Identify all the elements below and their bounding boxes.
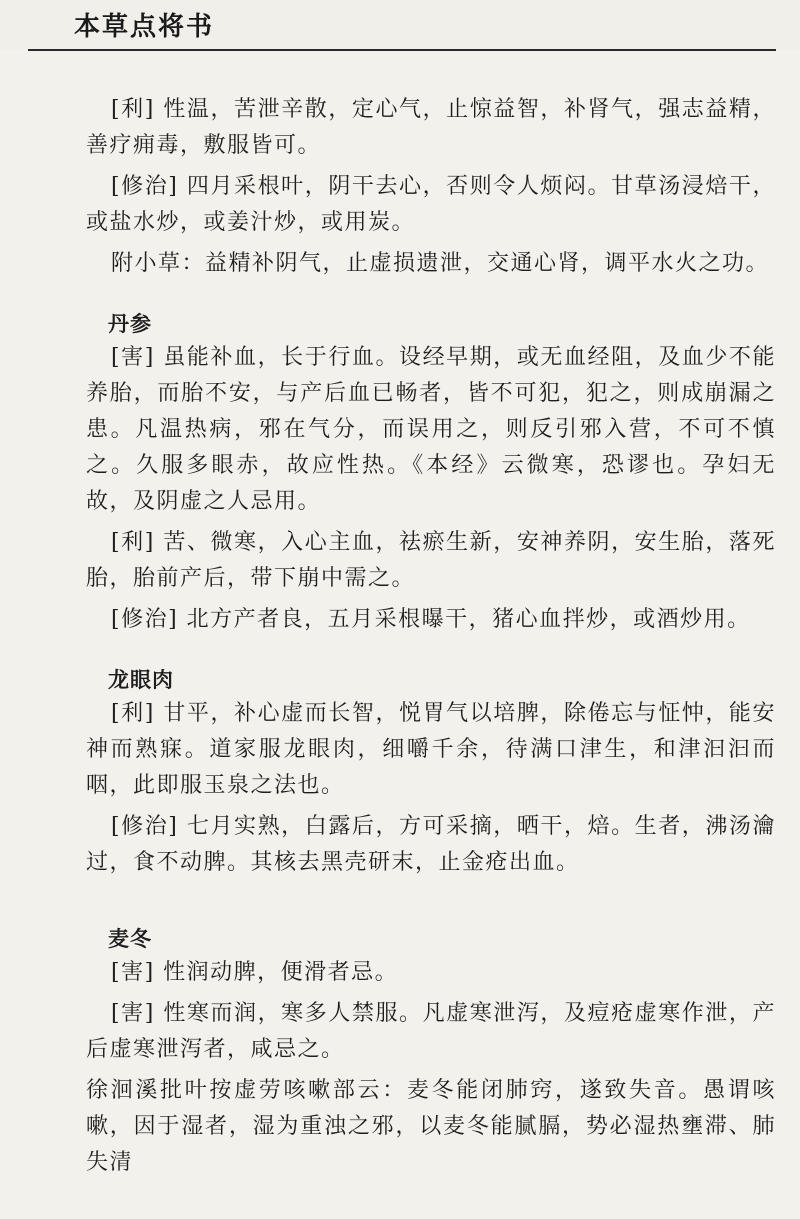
paragraph-processing: [修治] 四月采根叶，阴干去心，否则令人烦闷。甘草汤浸焙干，或盐水炒，或姜汁炒，或用炭。 [86,174,776,235]
entry-continuation [86,92,776,282]
paragraph-harm: [害] 性寒而润，寒多人禁服。凡虚寒泄泻，及痘疮虚寒作泄，产后虚寒泄泻者，咸忌之。 [86,1001,776,1062]
paragraph-benefit: [利] 甘平，补心虚而长智，悦胃气以培脾，除倦忘与怔忡，能安神而熟寐。道家服龙眼肉，细嚼千余，待满口津生，和津汩汩而咽，此即服玉泉之法也。 [86,701,776,798]
running-head: 本草点将书 [74,12,215,42]
entry-heading: 龙眼肉 [108,668,174,692]
section-gap [86,643,776,664]
entry-longyanrou [86,664,776,881]
page-body [86,92,776,1186]
entry-heading: 丹参 [108,312,152,336]
header-rule [28,49,776,51]
page-header [0,0,800,50]
section-gap [86,886,776,923]
paragraph-benefit: [利] 性温，苦泄辛散，定心气，止惊益智，补肾气，强志益精，善疗痈毒，敷服皆可。 [86,97,776,158]
entry-heading: 麦冬 [108,927,152,951]
paragraph-harm: [害] 虽能补血，长于行血。设经早期，或无血经阻，及血少不能养胎，而胎不安，与产后血已畅者，皆不可犯，犯之，则成崩漏之患。凡温热病，邪在气分，而误用之，则反引邪入营，不可不慎之。久服多眼赤，故应性热。《本经》云微寒，恐谬也。孕妇无故，及阴虚之人忌用。 [86,345,776,514]
section-gap [86,287,776,308]
paragraph-processing: [修治] 北方产者良，五月采根曝干，猪心血拌炒，或酒炒用。 [111,607,751,632]
paragraph-processing: [修治] 七月实熟，白露后，方可采摘，晒干，焙。生者，沸汤瀹过，食不动脾。其核去黑壳研末，止金疮出血。 [86,814,776,875]
paragraph-commentary: 徐洄溪批叶按虚劳咳嗽部云：麦冬能闭肺窍，遂致失音。愚谓咳嗽，因于湿者，湿为重浊之邪，以麦冬能腻膈，势必湿热壅滞、肺失清 [86,1078,776,1175]
paragraph-harm: [害] 性润动脾，便滑者忌。 [111,960,399,985]
entry-maidong [86,923,776,1181]
paragraph-appendix: 附小草：益精补阴气，止虚损遗泄，交通心肾，调平水火之功。 [111,251,770,276]
paragraph-benefit: [利] 苦、微寒，入心主血，祛瘀生新，安神养阴，安生胎，落死胎，胎前产后，带下崩中需之。 [86,530,776,591]
entry-danshen [86,308,776,638]
